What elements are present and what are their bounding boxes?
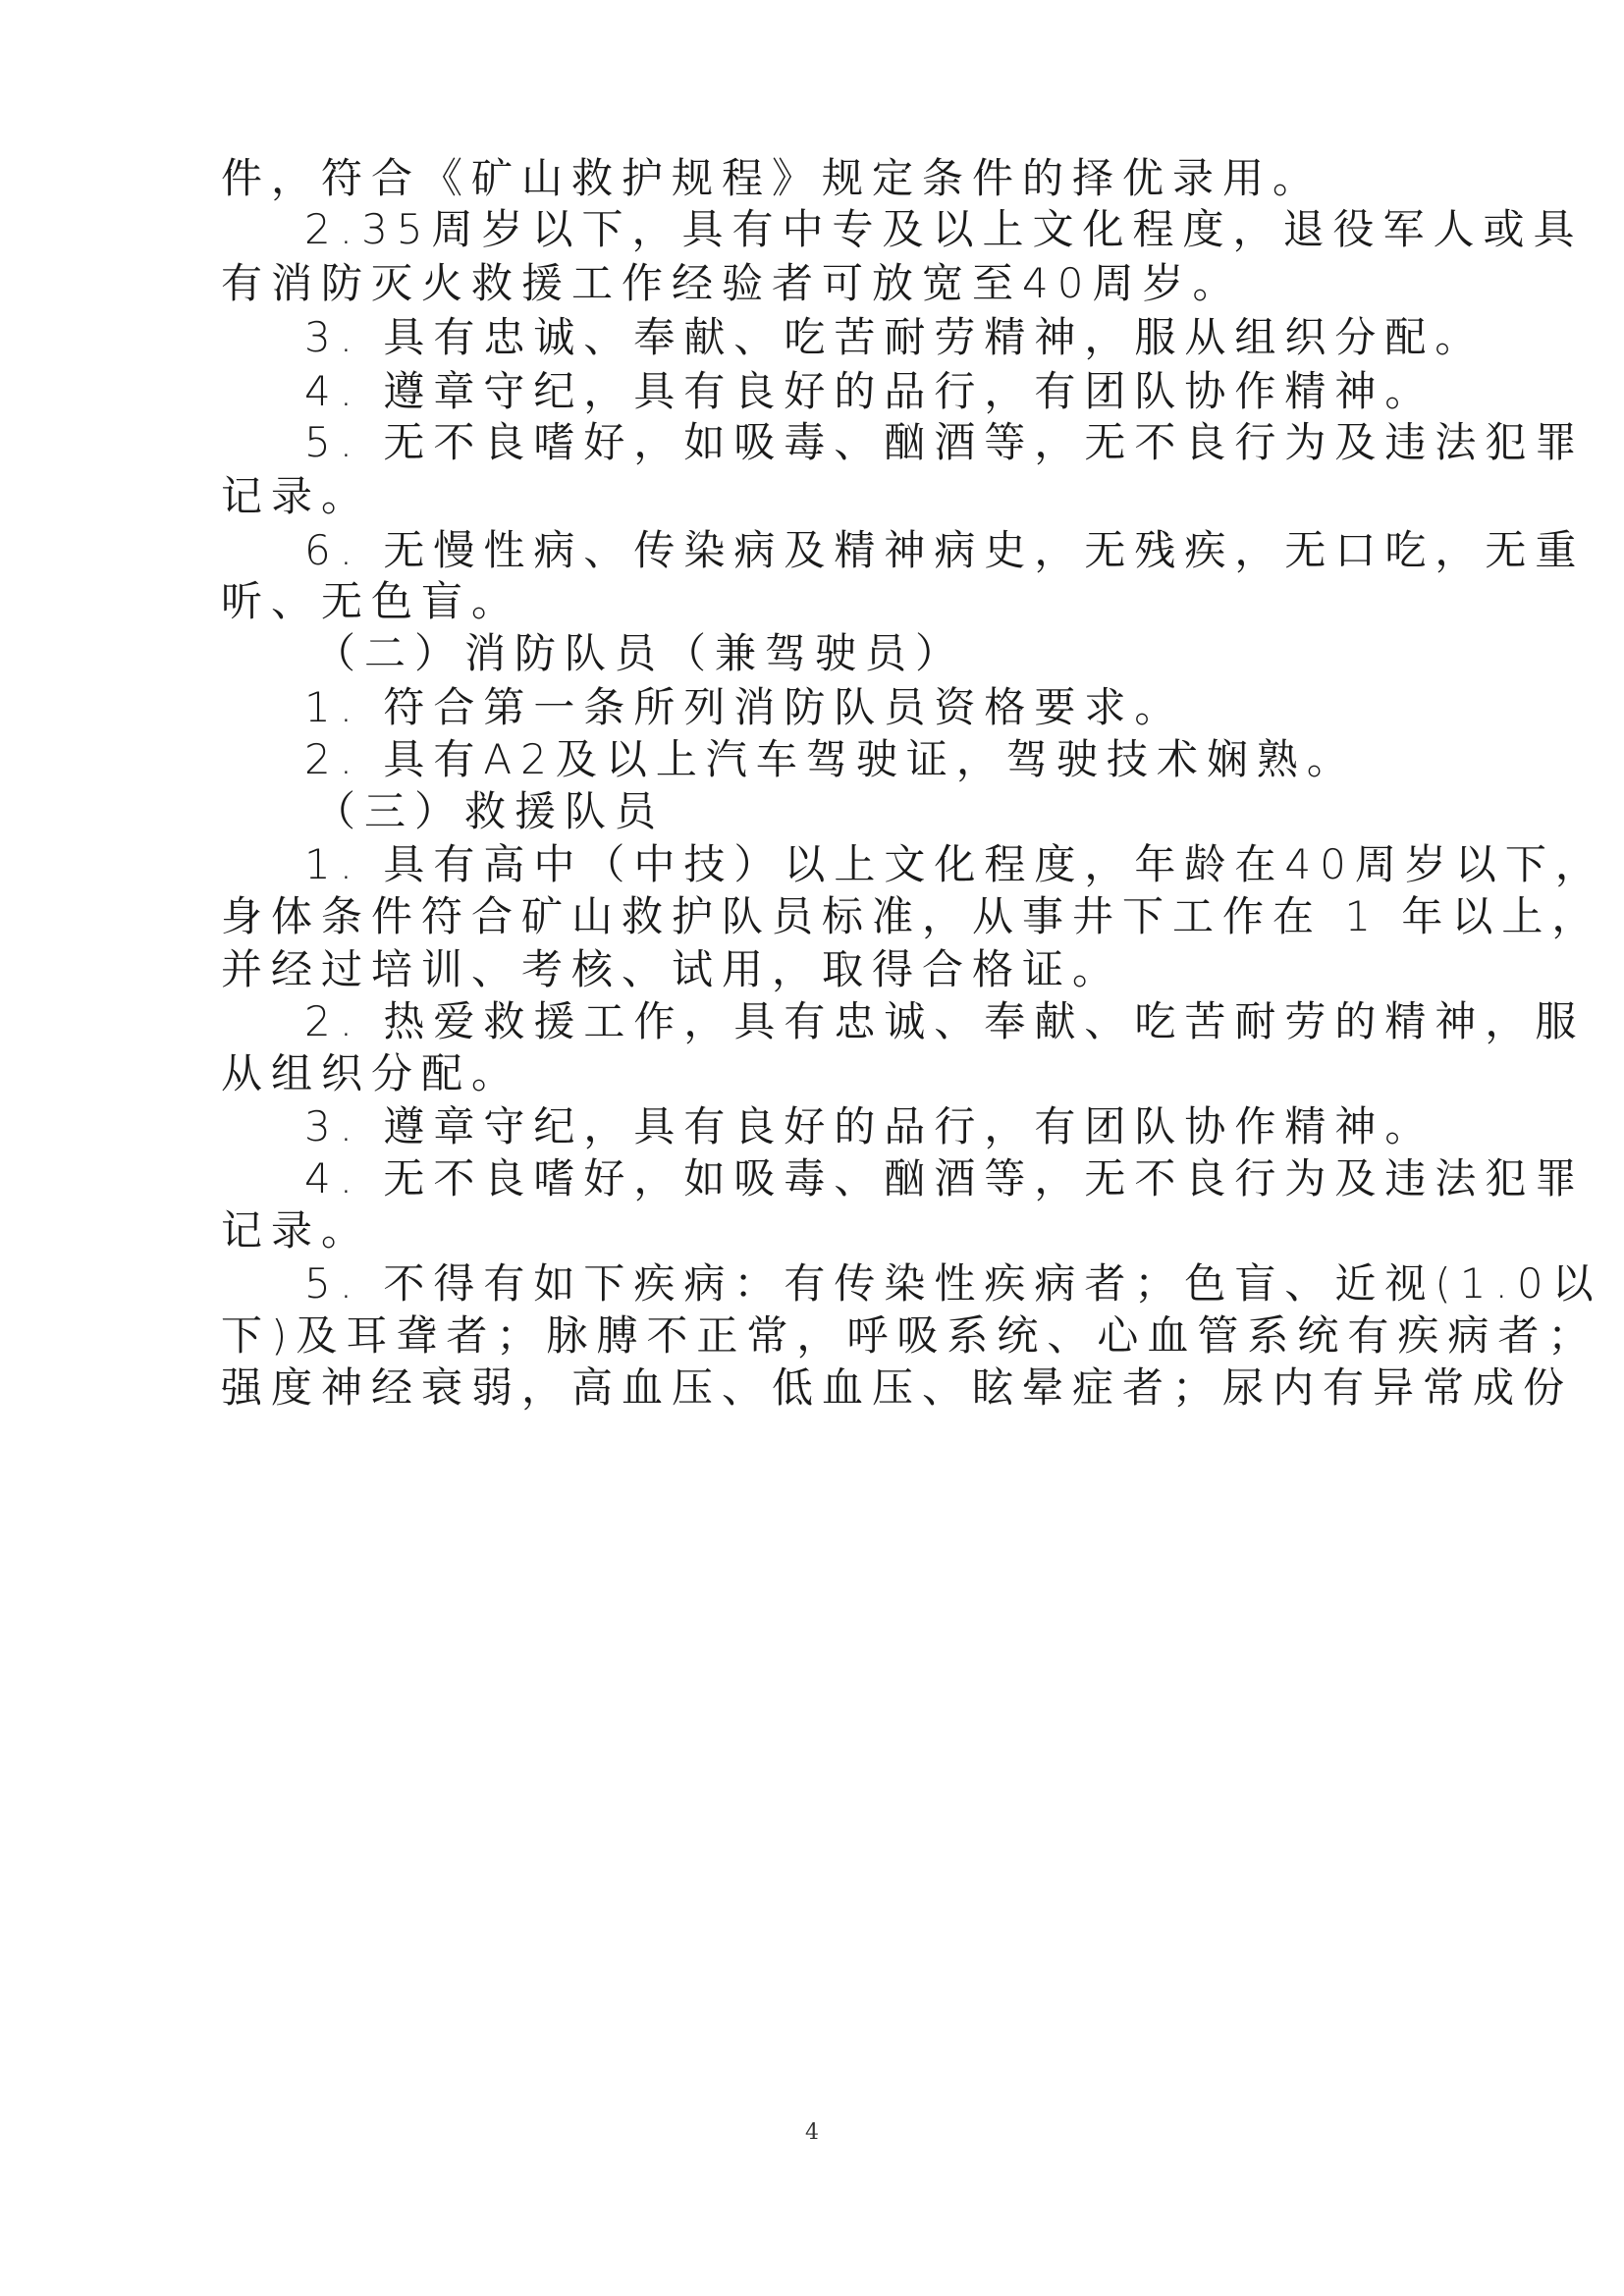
text-line-4: 3. 具有忠诚、奉献、吃苦耐劳精神，服从组织分配。 (304, 313, 1486, 361)
text-line-23: 下)及耳聋者；脉膊不正常，呼吸系统、心血管系统有疾病者； (221, 1311, 1598, 1360)
text-line-19: 3. 遵章守纪，具有良好的品行，有团队协作精神。 (304, 1102, 1435, 1150)
text-line-14: 1. 具有高中（中技）以上文化程度，年龄在40周岁以下， (304, 840, 1605, 888)
text-line-7: 记录。 (221, 472, 372, 520)
text-line-5: 4. 遵章守纪，具有良好的品行，有团队协作精神。 (304, 367, 1435, 415)
text-line-3: 有消防灭火救援工作经验者可放宽至40周岁。 (221, 259, 1243, 307)
section-heading-2: （二）消防队员（兼驾驶员） (314, 629, 966, 677)
text-line-15: 身体条件符合矿山救护队员标准，从事井下工作在 1 年以上， (221, 892, 1602, 940)
text-line-20: 4. 无不良嗜好，如吸毒、酗酒等，无不良行为及违法犯罪 (304, 1154, 1586, 1202)
text-line-17: 2. 热爱救援工作，具有忠诚、奉献、吃苦耐劳的精神，服 (304, 997, 1586, 1045)
text-line-9: 听、无色盲。 (221, 577, 522, 625)
text-line-6: 5. 无不良嗜好，如吸毒、酗酒等，无不良行为及违法犯罪 (304, 418, 1586, 466)
text-line-8: 6. 无慢性病、传染病及精神病史，无残疾，无口吃，无重 (304, 526, 1586, 574)
text-line-16: 并经过培训、考核、试用，取得合格证。 (221, 945, 1123, 993)
page-number: 4 (805, 2120, 819, 2145)
text-line-2: 2.35周岁以下，具有中专及以上文化程度，退役军人或具 (304, 205, 1584, 253)
text-line-12: 2. 具有A2及以上汽车驾驶证，驾驶技术娴熟。 (304, 735, 1357, 783)
text-line-21: 记录。 (221, 1206, 372, 1255)
text-line-11: 1. 符合第一条所列消防队员资格要求。 (304, 683, 1185, 731)
section-heading-3: （三）救援队员 (314, 787, 666, 835)
text-line-1: 件，符合《矿山救护规程》规定条件的择优录用。 (221, 154, 1324, 202)
text-line-24: 强度神经衰弱，高血压、低血压、眩晕症者；尿内有异常成份 (221, 1363, 1574, 1412)
text-line-22: 5. 不得有如下疾病：有传染性疾病者；色盲、近视(1.0以 (304, 1259, 1602, 1308)
text-line-18: 从组织分配。 (221, 1049, 522, 1097)
